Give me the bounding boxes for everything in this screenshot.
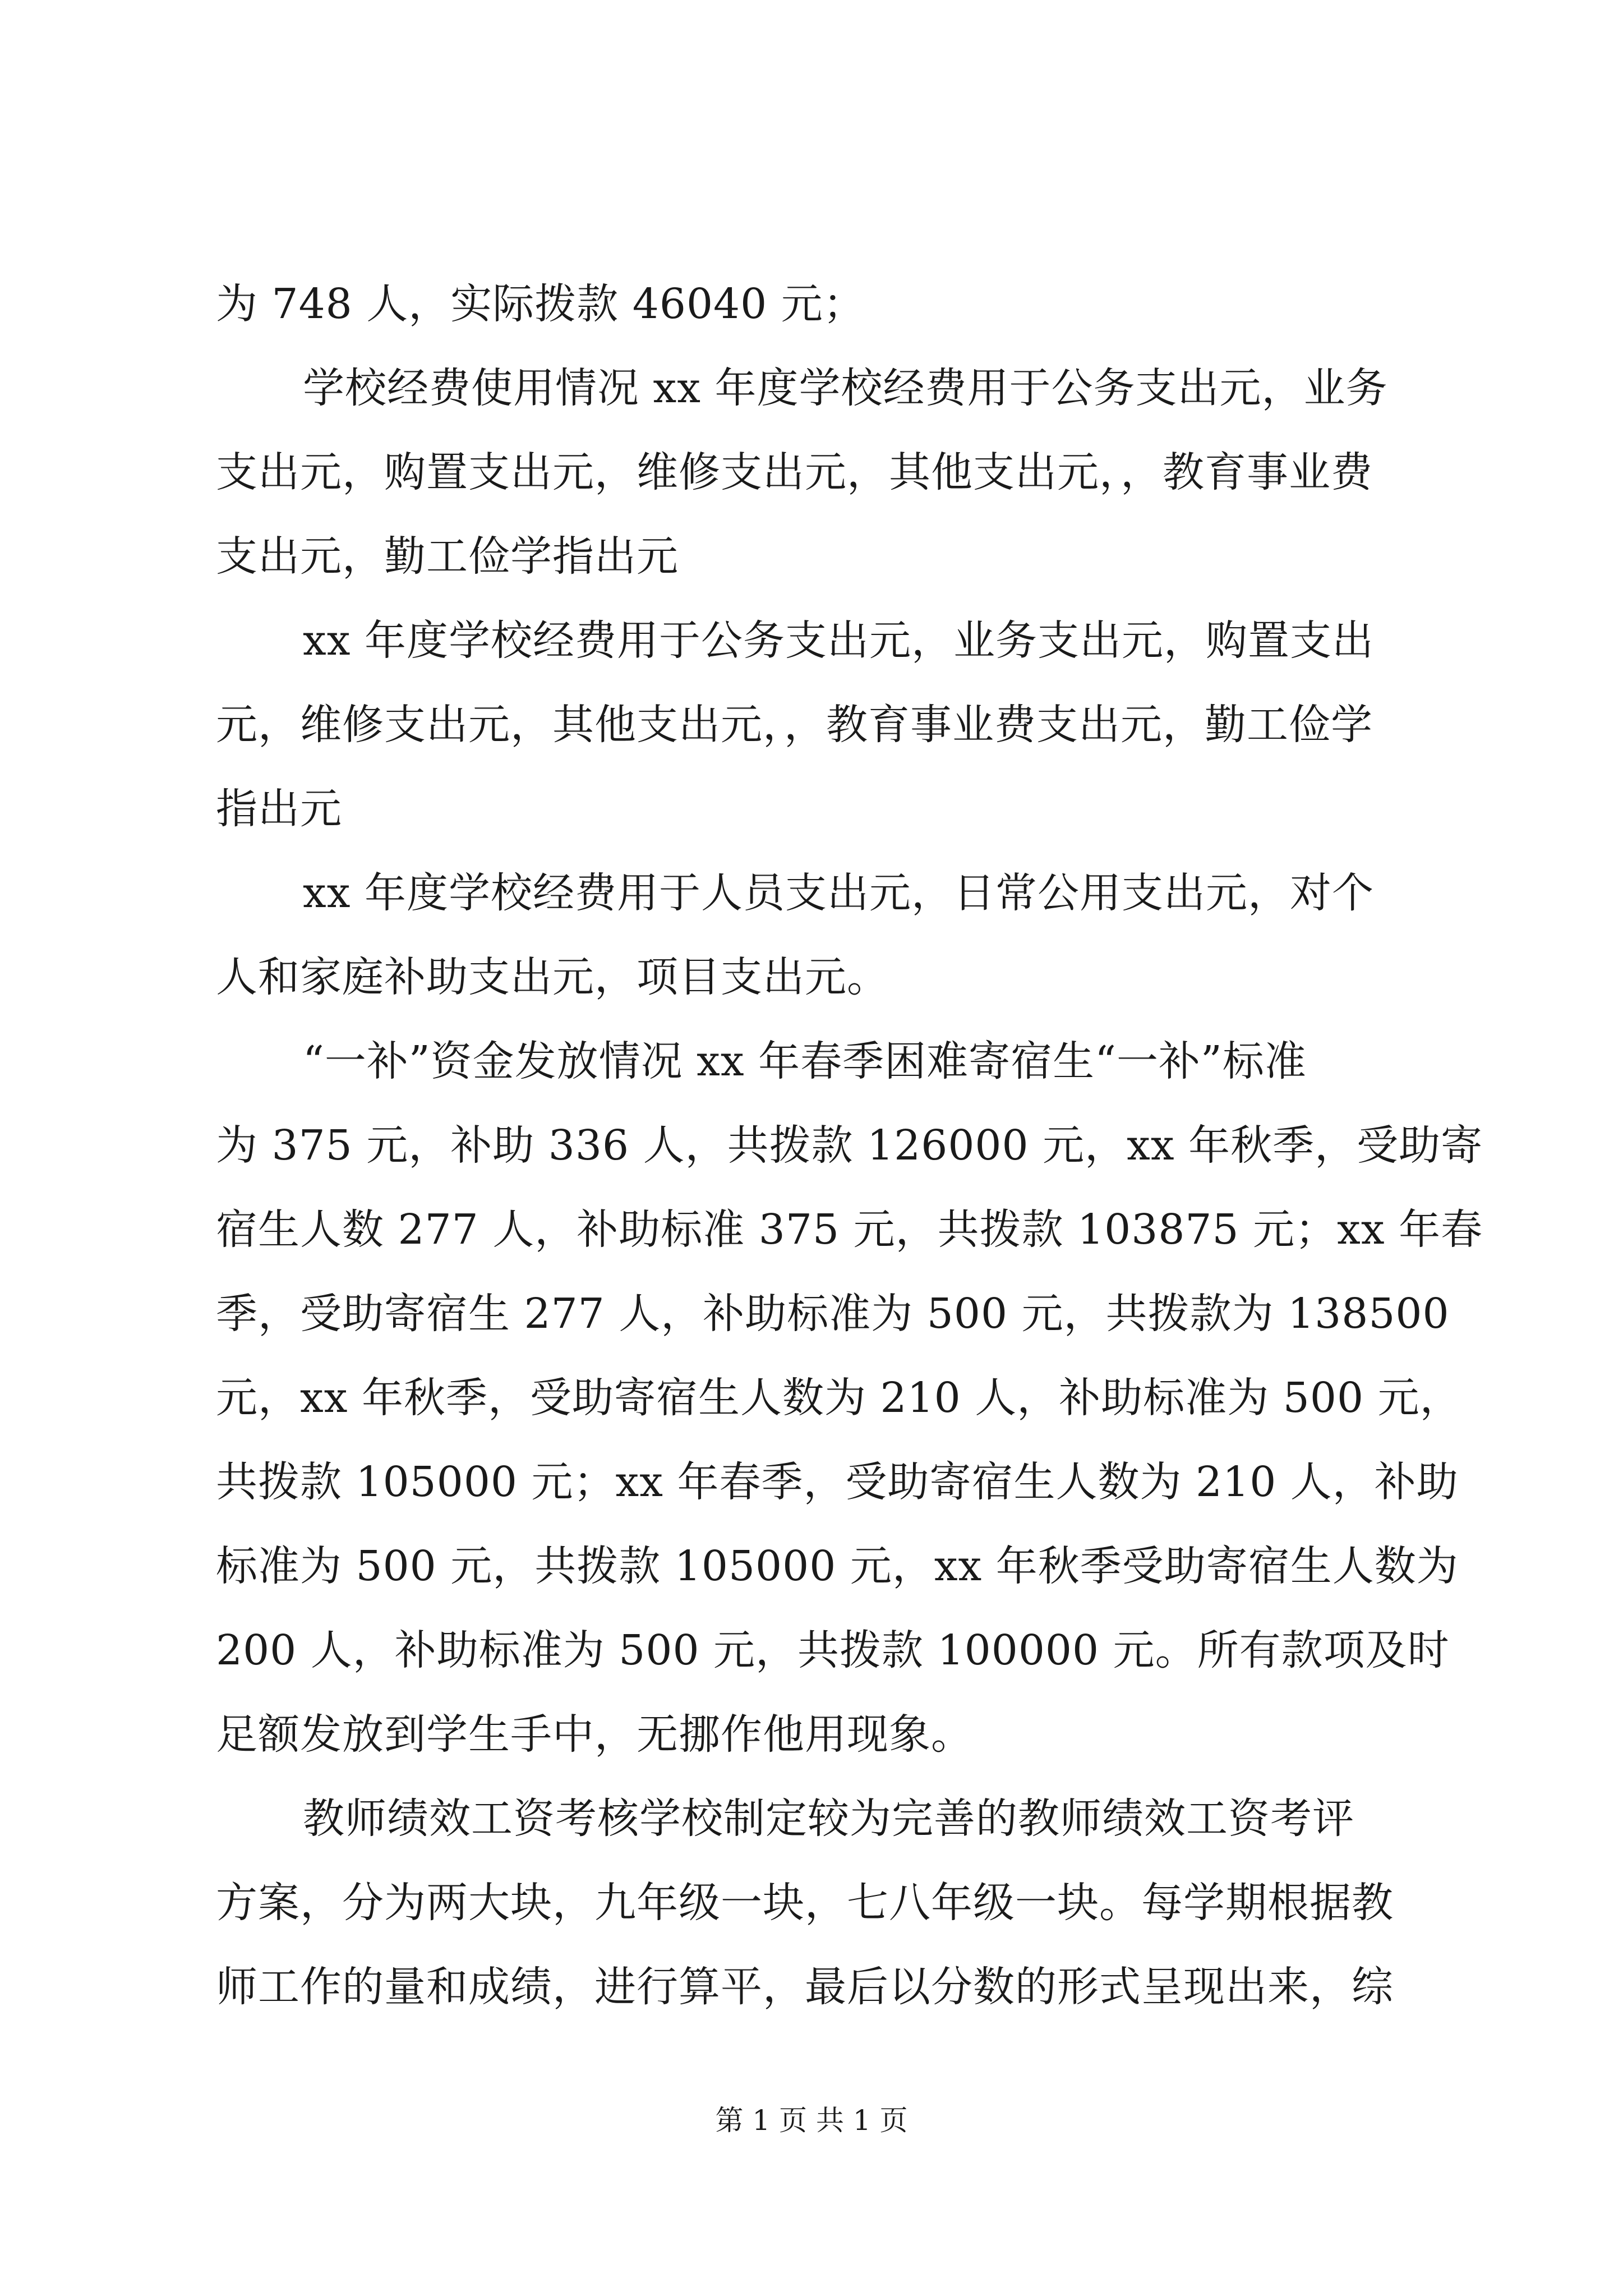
page-number-label: 第 1 页 共 1 页 bbox=[715, 2104, 908, 2137]
text-line: 200 人，补助标准为 500 元，共拨款 100000 元。所有款项及时 bbox=[216, 1626, 1450, 1674]
text-line: 师工作的量和成绩，进行算平，最后以分数的形式呈现出来，综 bbox=[216, 1963, 1394, 2011]
text-line: 支出元，购置支出元，维修支出元，其他支出元，，教育事业费 bbox=[216, 448, 1373, 496]
text-line: 足额发放到学生手中，无挪作他用现象。 bbox=[216, 1710, 973, 1759]
text-line: 教师绩效工资考核学校制定较为完善的教师绩效工资考评 bbox=[303, 1795, 1354, 1843]
text-line: 元，xx 年秋季，受助寄宿生人数为 210 人，补助标准为 500 元， bbox=[216, 1374, 1462, 1422]
text-line: xx 年度学校经费用于公务支出元，业务支出元，购置支出 bbox=[303, 616, 1374, 665]
document-body bbox=[216, 262, 1483, 2029]
text-line: 元，维修支出元，其他支出元，，教育事业费支出元，勤工俭学 bbox=[216, 701, 1373, 749]
text-line: 宿生人数 277 人，补助标准 375 元，共拨款 103875 元；xx 年春 bbox=[216, 1205, 1483, 1254]
text-line: 共拨款 105000 元；xx 年春季，受助寄宿生人数为 210 人，补助 bbox=[216, 1458, 1459, 1506]
text-line: 标准为 500 元，共拨款 105000 元，xx 年秋季受助寄宿生人数为 bbox=[216, 1542, 1459, 1590]
page-footer bbox=[0, 2101, 1623, 2140]
text-line: 为 748 人，实际拨款 46040 元； bbox=[216, 280, 865, 328]
text-line: “一补”资金发放情况 xx 年春季困难寄宿生“一补”标准 bbox=[303, 1037, 1307, 1085]
text-line: xx 年度学校经费用于人员支出元，日常公用支出元，对个 bbox=[303, 869, 1374, 917]
text-line: 学校经费使用情况 xx 年度学校经费用于公务支出元，业务 bbox=[303, 364, 1388, 412]
text-line: 季，受助寄宿生 277 人，补助标准为 500 元，共拨款为 138500 bbox=[216, 1290, 1450, 1338]
text-line: 方案，分为两大块，九年级一块，七八年级一块。每学期根据教 bbox=[216, 1879, 1394, 1927]
text-line: 支出元，勤工俭学指出元 bbox=[216, 532, 679, 581]
text-line: 人和家庭补助支出元，项目支出元。 bbox=[216, 953, 889, 1001]
text-line: 为 375 元，补助 336 人，共拨款 126000 元，xx 年秋季，受助寄 bbox=[216, 1121, 1483, 1170]
text-line: 指出元 bbox=[216, 785, 342, 833]
